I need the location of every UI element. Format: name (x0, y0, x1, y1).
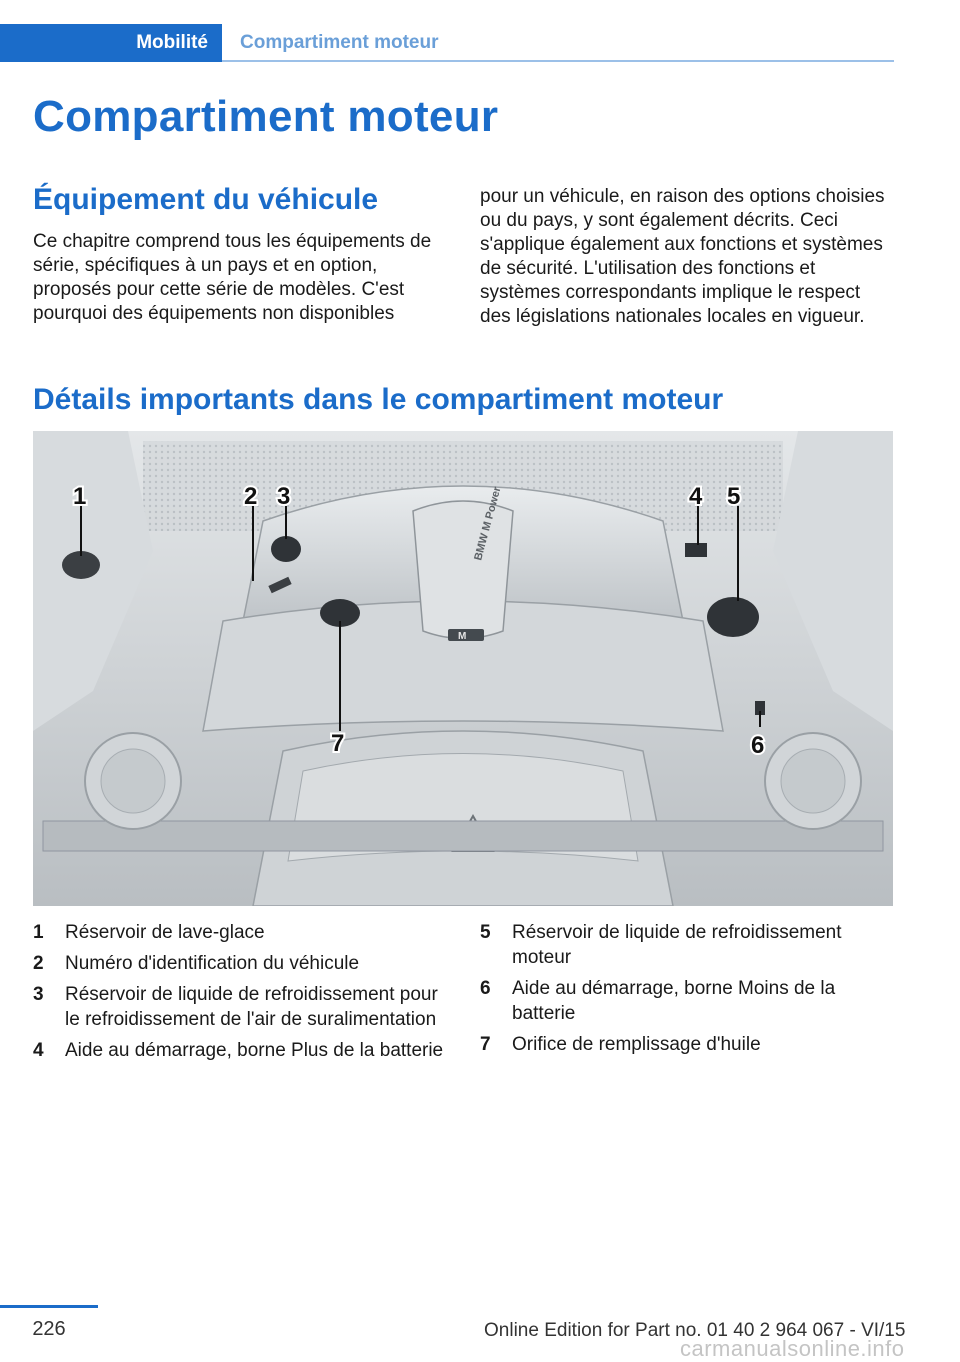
engine-cover-text: BMW M Power (472, 485, 504, 562)
legend-text: Aide au démarrage, borne Plus de la batterie (65, 1040, 444, 1061)
callout-4: 4 (689, 483, 703, 510)
watermark: carmanualsonline.info (680, 1336, 905, 1361)
engine-compartment-illustration (33, 431, 893, 906)
legend-left-column (33, 920, 453, 1069)
legend-number: 7 (480, 1034, 491, 1055)
callout-6: 6 (751, 732, 765, 759)
legend-item (33, 920, 453, 945)
legend-text: Réservoir de liquide de refroidissement pour le refroidissement de l'air de suralimentation (65, 984, 438, 1030)
legend-item (33, 951, 453, 976)
details-heading: Détails importants dans le compartiment moteur (33, 383, 724, 416)
legend-number: 5 (480, 922, 491, 943)
legend-text: Réservoir de lave-glace (65, 922, 265, 943)
edition-note: Online Edition for Part no. 01 40 2 964 067 - VI/15 (484, 1320, 906, 1341)
footer-rule (0, 1305, 98, 1308)
callout-1: 1 (73, 483, 87, 510)
legend-number: 4 (33, 1040, 44, 1061)
header-chapter-label[interactable]: Compartiment moteur (240, 32, 439, 53)
header-rule (222, 60, 894, 62)
legend-number: 6 (480, 978, 491, 999)
running-header (0, 24, 894, 62)
legend-number: 1 (33, 922, 44, 943)
m-badge-text: M (458, 631, 467, 642)
callout-5: 5 (727, 483, 741, 510)
legend-text: Réservoir de liquide de refroidissement moteur (512, 922, 842, 968)
legend-item (480, 920, 900, 970)
legend-right-column (480, 920, 900, 1063)
legend-item (480, 1032, 900, 1057)
engine-compartment-figure (33, 431, 893, 906)
legend-item (33, 982, 453, 1032)
page-title: Compartiment moteur (33, 92, 499, 141)
legend-item (480, 976, 900, 1026)
callout-2: 2 (244, 483, 258, 510)
legend-number: 3 (33, 984, 44, 1005)
vehicle-equipment-heading: Équipement du véhicule (33, 183, 379, 216)
vehicle-equipment-paragraph-left: Ce chapitre comprend tous les équipements de série, spécifiques à un pays et en option, proposés pour cette série de modèles. C'est pourquoi des équipements non disponibles (33, 231, 432, 324)
header-section-tab[interactable]: Mobilité (0, 24, 222, 62)
page-number: 226 (32, 1318, 66, 1340)
legend-item (33, 1038, 453, 1063)
callout-7: 7 (331, 730, 345, 757)
vehicle-equipment-paragraph-right: pour un véhicule, en raison des options choisies ou du pays, y sont également décrits. Ceci s'applique également aux fonctions et systèmes de sécurité. L'utilisation des fonctions et systèmes correspondants implique le respect des législations nationales locales en vigueur. (480, 186, 885, 327)
callout-3: 3 (277, 483, 291, 510)
legend-text: Orifice de remplissage d'huile (512, 1034, 761, 1055)
legend-number: 2 (33, 953, 44, 974)
legend-text: Aide au démarrage, borne Moins de la batterie (512, 978, 836, 1024)
legend-text: Numéro d'identification du véhicule (65, 953, 360, 974)
